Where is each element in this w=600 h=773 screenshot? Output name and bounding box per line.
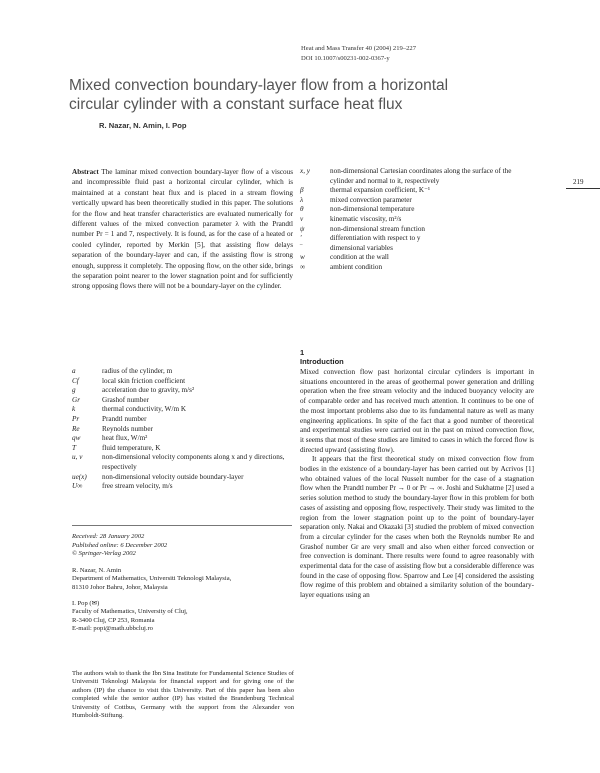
nomenclature-symbol: ∞ [300,262,306,271]
nomenclature-entry [300,167,532,186]
nomenclature-symbol: x, y [300,167,310,175]
nomenclature-symbol: ν [300,214,304,223]
nomenclature-definition: radius of the cylinder, m [102,367,173,375]
nomenclature-entry [72,396,298,406]
nomenclature-symbol: ue(x) [72,472,87,481]
affiliation-line: 81310 Johor Bahru, Johor, Malaysia [72,583,168,591]
journal-doi: DOI 10.1007/s00231-002-0367-y [301,55,390,62]
copyright-notice: © Springer-Verlag 2002 [72,550,136,557]
page-number-rule [566,188,600,189]
nomenclature-symbol: Pr [72,414,80,423]
received-date: Received: 28 January 2002 [72,533,145,540]
nomenclature-entry [72,444,298,454]
affiliation-line: Department of Mathematics, Universiti Teknologi Malaysia, [72,575,232,583]
nomenclature-definition: thermal conductivity, W/m K [102,405,187,414]
nomenclature-left [72,367,298,492]
publication-dates [72,533,167,559]
nomenclature-definition: Grashof number [102,395,149,404]
nomenclature-symbol: a [72,367,76,375]
nomenclature-entry [300,253,532,263]
nomenclature-symbol: θ [300,205,304,214]
paper-title: Mixed convection boundary-layer flow from a horizontal circular cylinder with a constant surface heat flux [69,77,449,113]
nomenclature-definition: dimensional variables [330,243,393,252]
nomenclature-definition: non-dimensional Cartesian coordinates along the surface of the cylinder and normal to it, respectively [330,167,512,185]
abstract-text: The laminar mixed convection boundary-layer flow of a viscous and incompressible fluid past a horizontal circular cylinder, which is maintained at a constant heat flux and is placed in a stream flowing vertically upward has been theoretically studied in this paper. The solutions for the flow and heat transfer characteristics are evaluated numerically for different values of the mixed convection parameter λ with the Prandtl number Pr = 1 and 7, respectively. It is found, as for the case of a heated or cooled cylinder, reported by Merkin [5], that assisting flow delays separation of the boundary-layer and can, if the assisting flow is strong enough, suppress it completely. The opposing flow, on the other side, brings the separation point nearer to the lower stagnation point and for sufficiently strong opposing flows there will not be a boundary-layer on the cylinder. [72,168,293,291]
nomenclature-entry [300,205,532,215]
nomenclature-symbol: qw [72,434,81,443]
nomenclature-definition: fluid temperature, K [102,443,161,452]
nomenclature-definition: non-dimensional stream function [330,224,426,233]
nomenclature-symbol: ψ [300,224,305,233]
nomenclature-definition: heat flux, W/m² [102,434,148,443]
nomenclature-entry [72,415,298,425]
abstract [72,167,293,292]
affiliation-line: R. Nazar, N. Amin [72,567,122,574]
nomenclature-entry [72,367,298,377]
nomenclature-symbol: ‾ [300,243,303,252]
nomenclature-definition: non-dimensional velocity outside boundary-layer [102,472,244,481]
nomenclature-symbol: U∞ [72,482,83,491]
email-link[interactable]: E-mail: popi@math.ubbcluj.ro [72,625,153,633]
nomenclature-symbol: β [300,186,304,195]
nomenclature-right [300,167,532,273]
affiliation-line: I. Pop (✉) [72,600,100,607]
nomenclature-definition: mixed convection parameter [330,195,412,204]
nomenclature-symbol: λ [300,195,304,204]
journal-citation: Heat and Mass Transfer 40 (2004) 219–227 [301,45,417,52]
nomenclature-entry [300,234,532,244]
nomenclature-entry [72,405,298,415]
nomenclature-symbol: u, v [72,453,83,462]
nomenclature-definition: differentiation with respect to y [330,234,421,243]
nomenclature-symbol: ′ [300,234,302,243]
nomenclature-entry [72,482,298,492]
nomenclature-entry [72,377,298,387]
affiliation-nazar-amin [72,567,294,592]
acknowledgement: The authors wish to thank the Ibn Sina Institute for Fundamental Science Studies of Universiti Teknologi Malaysia for financial support and for giving one of the authors (IP) the chance to visit this University. Part of this paper has been also completed while the senior author (IP) has visited the Brandenburg Technical University of Cottbus, Germany with the support from the Alexander von Humboldt-Stiftung. [72,670,294,720]
nomenclature-definition: non-dimensional temperature [330,205,415,214]
nomenclature-entry [72,425,298,435]
nomenclature-definition: non-dimensional velocity components along x and y directions, respectively [102,453,285,471]
page-number: 219 [573,178,584,186]
published-date: Published online: 6 December 2002 [72,541,168,549]
affiliation-line: Faculty of Mathematics, University of Cluj, [72,608,188,616]
section-title: Introduction [300,357,344,366]
nomenclature-definition: local skin friction coefficient [102,376,186,385]
intro-paragraph: It appears that the first theoretical study on mixed convection flow from bodies in the existence of a boundary-layer has been carried out by Acrivos [1] who obtained values of the local Nusselt number for the case of a stagnation flow when the Prandtl number Pr → 0 or Pr → ∞. Joshi and Sukhatme [2] used a series solution method to study the boundary-layer flow in this problem for both cases of assisting and opposing flow, respectively. Their study was limited to the region from the lower stagnation point up to the point of boundary-layer separation only. Nakai and Okazaki [3] studied the problem of mixed convection from a circular cylinder for the cases when both the Reynolds number Re and Grashof number Gr are very small and also when either forced convection or free convection is dominant. There results were found to agree reasonably with experimental data for the case of assisting flow but a considerable difference was found in the case of opposing flow. Sparrow and Lee [4] considered the assisting flow regime of this problem and obtained a similarity solution of the boundary-layer equations using an [300,455,534,600]
nomenclature-symbol: Cf [72,376,79,385]
introduction-body [300,368,534,601]
nomenclature-entry [300,186,532,196]
abstract-label: Abstract [72,168,99,176]
journal-header [301,44,416,64]
section-number: 1 [300,348,305,357]
nomenclature-entry [300,263,532,273]
footnote-divider [72,525,292,526]
nomenclature-definition: acceleration due to gravity, m/s² [102,386,195,395]
nomenclature-entry [72,453,298,472]
nomenclature-entry [72,434,298,444]
nomenclature-definition: Reynolds number [102,424,153,433]
nomenclature-entry [72,386,298,396]
nomenclature-symbol: Gr [72,395,80,404]
nomenclature-definition: kinematic viscosity, m²/s [330,214,402,223]
nomenclature-symbol: T [72,443,76,452]
nomenclature-definition: Prandtl number [102,414,147,423]
intro-paragraph: Mixed convection flow past horizontal circular cylinders is important in situations encountered in the areas of geothermal power generation and drilling operation when the free stream velocity and the induced buoyancy velocity are of comparable order and has received much attention. It continues to be one of the most important problems also due to its fundamental nature as well as many engineering applications. In spite of the fact that a good number of theoretical and experimental studies were carried out in the past on mixed convection flow, it seems that most of these studies are limited to cases in which the forced flow is directed upward (assisting flow). [300,368,534,454]
nomenclature-entry [300,225,532,235]
nomenclature-symbol: w [300,253,305,262]
nomenclature-entry [72,473,298,483]
nomenclature-definition: thermal expansion coefficient, K⁻¹ [330,186,431,195]
affiliation-line: R-3400 Cluj, CP 253, Romania [72,616,155,624]
nomenclature-symbol: g [72,386,76,395]
paper-authors: R. Nazar, N. Amin, I. Pop [99,121,187,130]
nomenclature-symbol: Re [72,424,80,433]
nomenclature-definition: condition at the wall [330,253,389,262]
nomenclature-entry [300,196,532,206]
nomenclature-entry [300,244,532,254]
nomenclature-entry [300,215,532,225]
nomenclature-definition: free stream velocity, m/s [102,482,173,491]
nomenclature-symbol: k [72,405,76,414]
nomenclature-definition: ambient condition [330,262,383,271]
affiliation-pop [72,600,294,634]
